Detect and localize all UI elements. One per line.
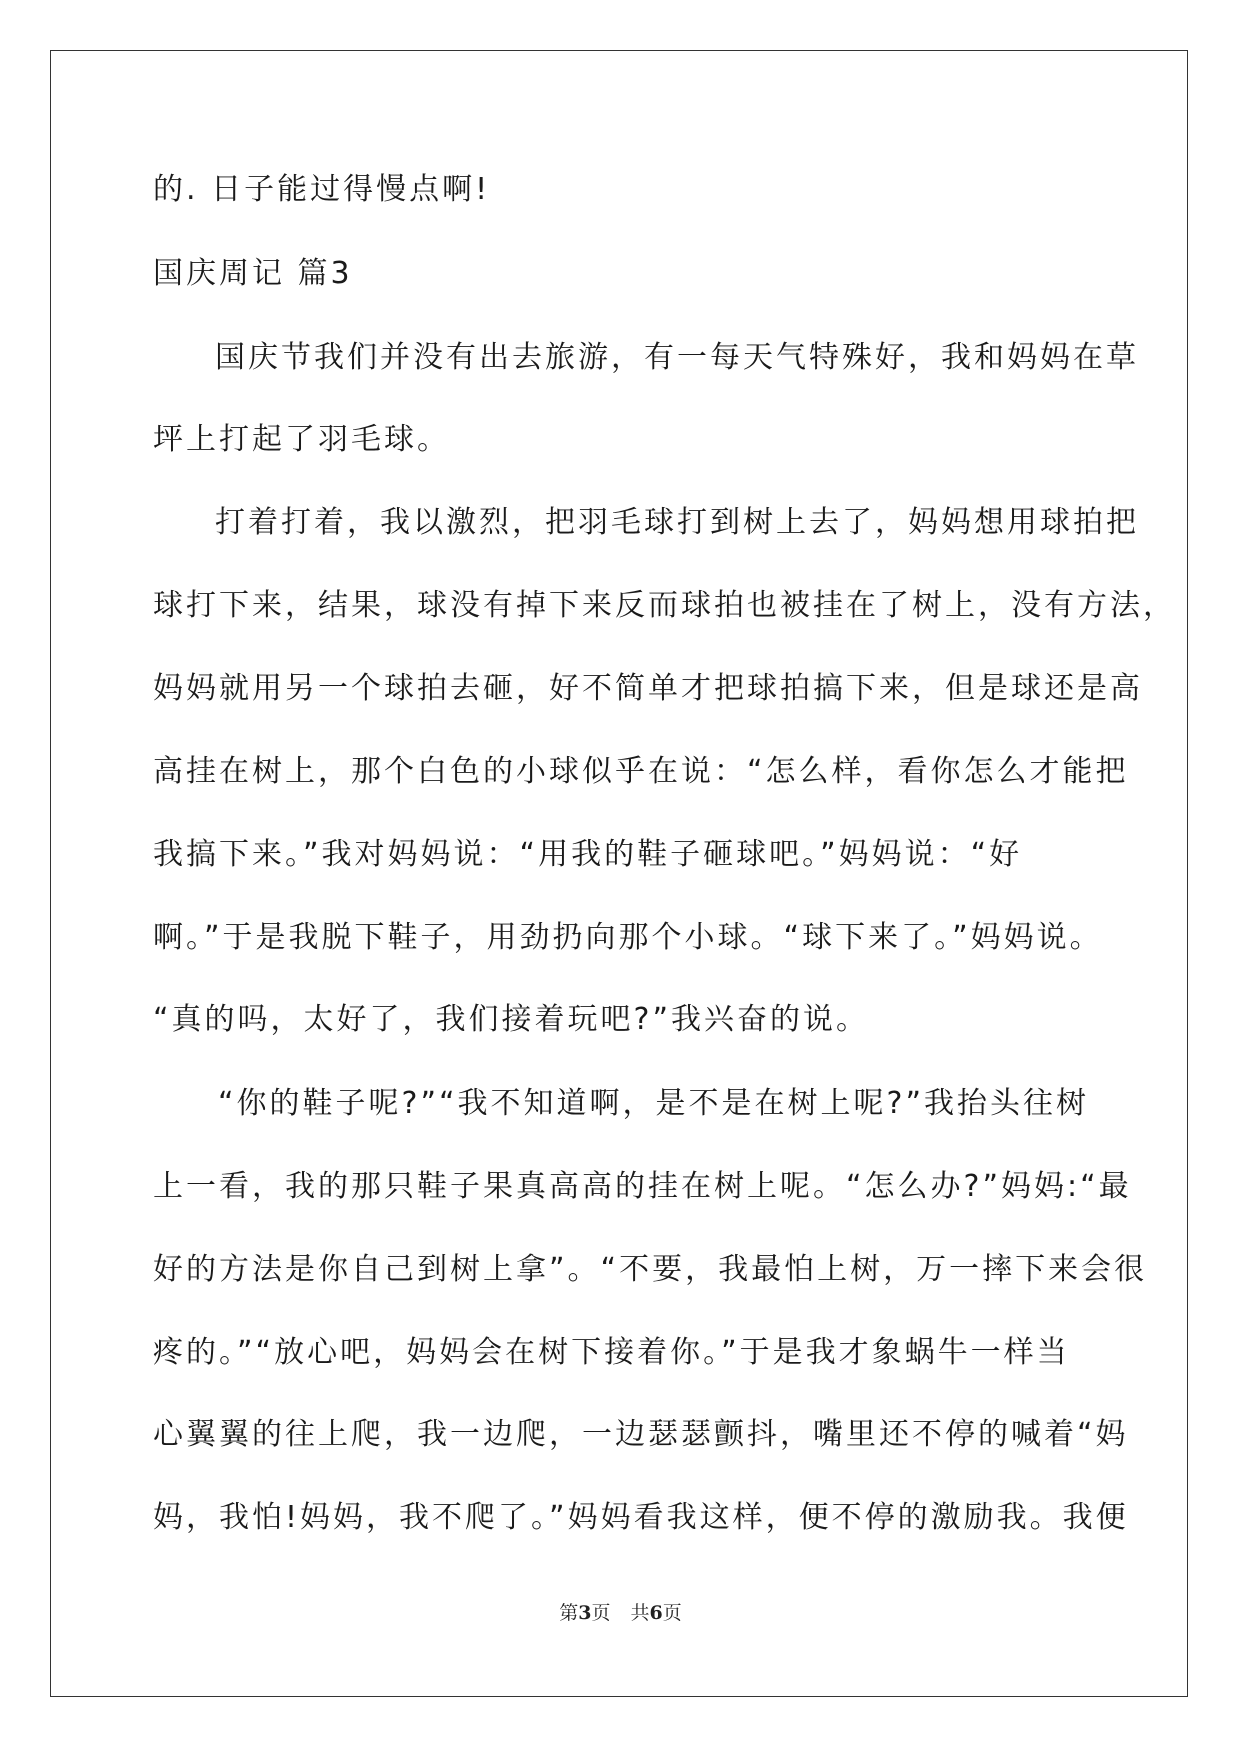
page-footer — [0, 1601, 1241, 1625]
text-line: 球打下来，结果，球没有掉下来反而球拍也被挂在了树上，没有方法， — [153, 588, 1176, 623]
text-line: 好的方法是你自己到树上拿”。“不要，我最怕上树，万一摔下来会很 — [153, 1252, 1148, 1287]
text-line: 高挂在树上，那个白色的小球似乎在说：“怎么样，看你怎么才能把 — [153, 754, 1129, 789]
text-line: 坪上打起了羽毛球。 — [153, 422, 450, 457]
text-line: 的. 日子能过得慢点啊! — [153, 172, 491, 207]
text-line: 国庆节我们并没有出去旅游，有一每天气特殊好，我和妈妈在草 — [215, 340, 1139, 375]
text-line: 心翼翼的往上爬，我一边爬，一边瑟瑟颤抖，嘴里还不停的喊着“妈 — [153, 1417, 1129, 1452]
total-prefix: 共 — [630, 1602, 650, 1624]
text-line: “你的鞋子呢?”“我不知道啊，是不是在树上呢?”我抬头往树 — [218, 1086, 1090, 1121]
page-current: 3 — [578, 1602, 592, 1624]
text-line: 打着打着，我以激烈，把羽毛球打到树上去了，妈妈想用球拍把 — [215, 505, 1139, 540]
text-line: 疼的。”“放心吧，妈妈会在树下接着你。”于是我才象蜗牛一样当 — [153, 1335, 1070, 1370]
total-unit: 页 — [662, 1602, 682, 1624]
text-line: 上一看，我的那只鞋子果真高高的挂在树上呢。“怎么办?”妈妈:“最 — [153, 1169, 1132, 1204]
text-line: 啊。”于是我脱下鞋子，用劲扔向那个小球。“球下来了。”妈妈说。 — [153, 920, 1103, 955]
text-line: 妈，我怕!妈妈，我不爬了。”妈妈看我这样，便不停的激励我。我便 — [153, 1500, 1129, 1535]
page-prefix: 第 — [559, 1602, 579, 1624]
text-line: 妈妈就用另一个球拍去砸，好不简单才把球拍搞下来，但是球还是高 — [153, 671, 1143, 706]
section-heading: 国庆周记 篇3 — [153, 256, 353, 291]
page-unit: 页 — [591, 1602, 611, 1624]
text-line: “真的吗，太好了，我们接着玩吧?”我兴奋的说。 — [153, 1002, 870, 1037]
page-total: 6 — [649, 1602, 663, 1624]
text-line: 我搞下来。”我对妈妈说：“用我的鞋子砸球吧。”妈妈说：“好 — [153, 837, 1023, 872]
